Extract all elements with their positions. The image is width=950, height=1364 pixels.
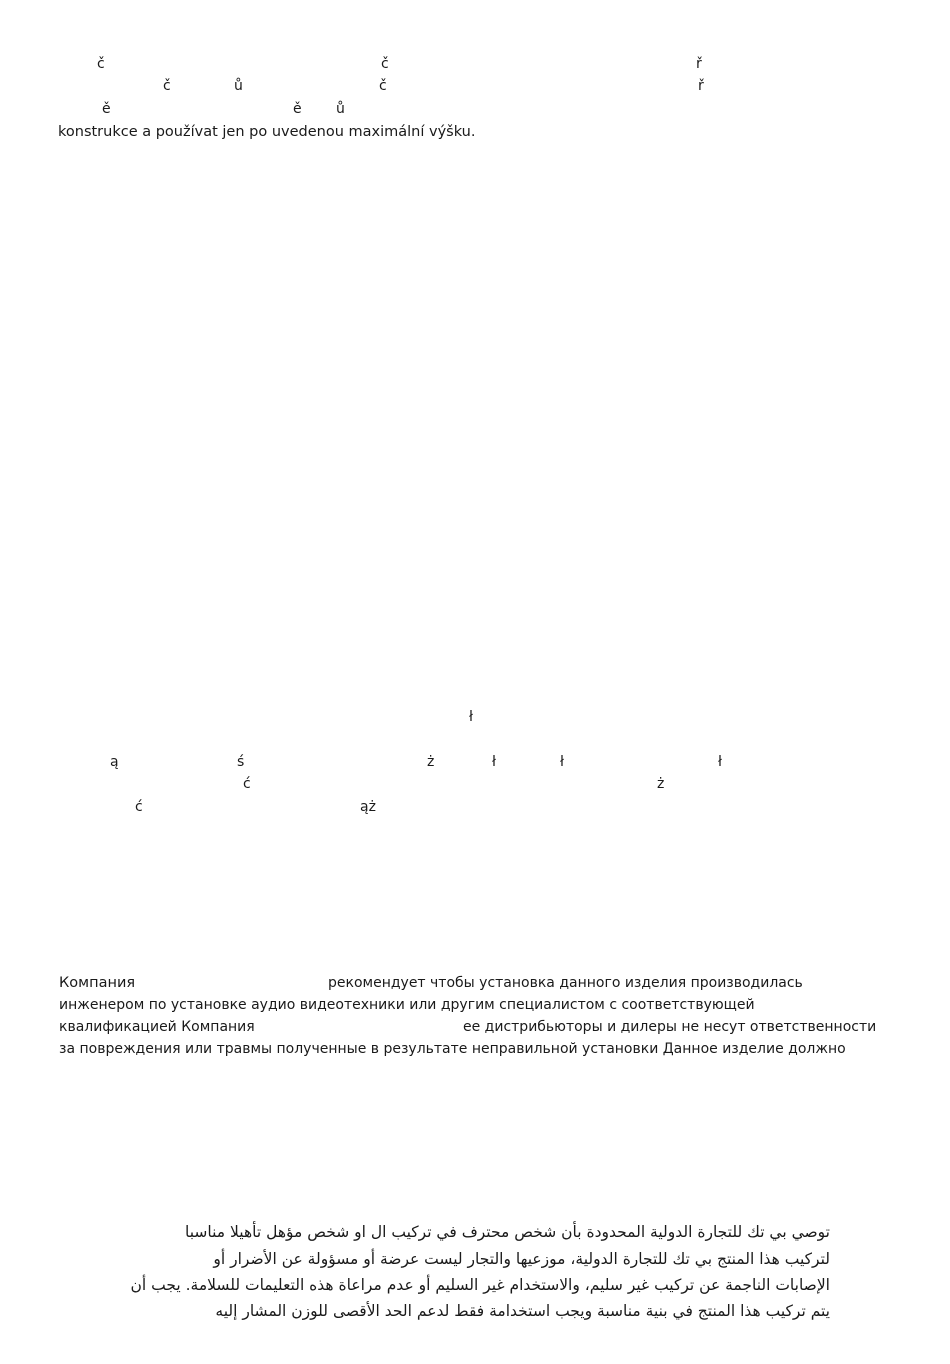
czech-char: ě (102, 101, 111, 117)
russian-text: ее дистрибьюторы и дилеры не несут ответственности (463, 1019, 877, 1035)
polish-char: ś (237, 754, 245, 770)
polish-char: ą (110, 754, 119, 770)
czech-char: č (379, 78, 387, 94)
russian-text: рекомендует чтобы установка данного изделия производилась (328, 975, 803, 991)
arabic-text-line: توصي بي تك للتجارة الدولية المحدودة بأن شخص محترف في تركيب ال او شخص مؤهل تأهيلا مناسبا (185, 1223, 830, 1241)
polish-char: ć (135, 799, 143, 815)
russian-text: инженером по установке аудио видеотехники или другим специалистом с соответствующей (59, 997, 755, 1013)
polish-char: ż (657, 776, 665, 792)
czech-char: č (381, 56, 389, 72)
polish-char: ł (718, 754, 722, 770)
polish-char: ł (469, 709, 473, 725)
czech-char: ř (696, 56, 702, 72)
czech-char: č (163, 78, 171, 94)
czech-char: ř (698, 78, 704, 94)
arabic-text-line: لتركيب هذا المنتج بي تك للتجارة الدولية، موزعيها والتجار ليست عرضة أو مسؤولة عن الأضرار أو (213, 1250, 830, 1268)
russian-text: Компания (59, 975, 136, 991)
polish-char: ł (560, 754, 564, 770)
polish-char: ł (492, 754, 496, 770)
arabic-text-line: يتم تركيب هذا المنتج في بنية مناسبة ويجب استخدامة فقط لدعم الحد الأقصى للوزن المشار إليه (215, 1302, 830, 1320)
czech-char: č (97, 56, 105, 72)
czech-char: ě (293, 101, 302, 117)
polish-char: ąż (360, 799, 376, 815)
russian-text: квалификацией Компания (59, 1019, 255, 1035)
czech-char: ů (336, 101, 345, 117)
polish-char: ż (427, 754, 435, 770)
russian-text: за повреждения или травмы полученные в результате неправильной установки Данное изделие должно (59, 1041, 846, 1057)
czech-char: ů (234, 78, 243, 94)
arabic-text-line: الإصابات الناجمة عن تركيب غير سليم، والاستخدام غير السليم أو عدم مراعاة هذه التعليمات للسلامة. يجب أن (130, 1276, 830, 1294)
czech-text-line: konstrukce a používat jen po uvedenou maximální výšku. (58, 124, 476, 140)
polish-char: ć (243, 776, 251, 792)
